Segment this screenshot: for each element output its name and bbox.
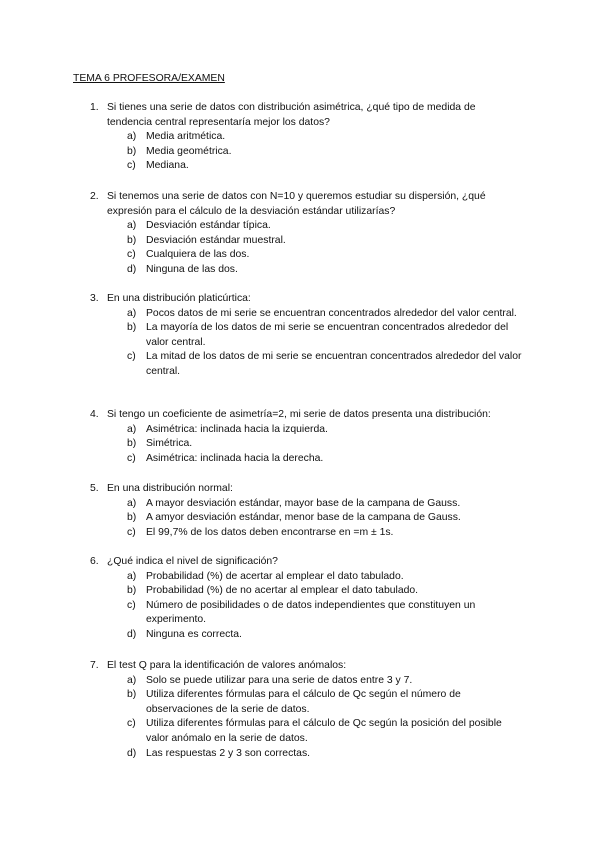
option-text: Desviación estándar muestral. [146, 234, 286, 246]
option-item [90, 423, 522, 438]
option-text: Cualquiera de las dos. [146, 249, 250, 261]
option-list [90, 674, 522, 762]
question-2 [90, 190, 522, 278]
option-letter: b) [127, 322, 137, 334]
option-item [90, 511, 522, 526]
question-number: 3. [90, 293, 99, 304]
option-text: Probabilidad (%) de acertar al emplear el dato tabulado. [146, 570, 404, 582]
option-text: La mitad de los datos de mi serie se encuentran concentrados alrededor del valor central. [146, 351, 522, 377]
option-letter: c) [127, 249, 136, 261]
option-list [90, 219, 522, 277]
option-item [90, 747, 522, 762]
option-text: A amyor desviación estándar, menor base de la campana de Gauss. [146, 512, 461, 524]
option-list [90, 570, 522, 643]
option-item [90, 437, 522, 452]
question-number: 4. [90, 409, 99, 420]
option-list [90, 497, 522, 541]
option-text: A mayor desviación estándar, mayor base de la campana de Gauss. [146, 497, 461, 509]
option-text: El 99,7% de los datos deben encontrarse en =m ± 1s. [146, 526, 394, 538]
option-text: Ninguna es correcta. [146, 628, 242, 640]
option-item [90, 248, 522, 263]
option-letter: b) [127, 512, 137, 524]
option-letter: c) [127, 452, 136, 464]
question-5 [90, 482, 522, 540]
option-list [90, 423, 522, 467]
option-letter: a) [127, 497, 137, 509]
option-letter: c) [127, 160, 136, 172]
option-letter: c) [127, 599, 136, 611]
option-item [90, 130, 522, 145]
option-list [90, 130, 522, 174]
option-text: Desviación estándar típica. [146, 220, 271, 232]
option-letter: a) [127, 674, 137, 686]
option-item [90, 584, 522, 599]
option-letter: d) [127, 263, 137, 275]
option-item [90, 350, 522, 379]
option-text: Ninguna de las dos. [146, 263, 238, 275]
option-text: Solo se puede utilizar para una serie de datos entre 3 y 7. [146, 674, 413, 686]
option-item [90, 717, 522, 746]
question-6 [90, 555, 522, 643]
option-item [90, 219, 522, 234]
option-letter: b) [127, 585, 137, 597]
question-text: Si tengo un coeficiente de asimetría=2, mi serie de datos presenta una distribución: [107, 409, 491, 420]
option-letter: b) [127, 438, 137, 450]
question-number: 1. [90, 102, 99, 113]
question-text: El test Q para la identificación de valores anómalos: [107, 660, 347, 671]
option-item [90, 263, 522, 278]
option-letter: d) [127, 628, 137, 640]
question-1 [90, 101, 522, 174]
option-text: Las respuestas 2 y 3 son correctas. [146, 747, 311, 759]
option-text: Asimétrica: inclinada hacia la izquierda. [146, 423, 328, 435]
option-text: Número de posibilidades o de datos independientes que constituyen un experimento. [146, 599, 476, 626]
question-text: Si tenemos una serie de datos con N=10 y queremos estudiar su dispersión, ¿qué expresión para el cálculo de la desviación estándar utilizarías? [107, 191, 486, 217]
question-number: 6. [90, 556, 99, 567]
question-text: Si tienes una serie de datos con distribución asimétrica, ¿qué tipo de medida de tendencia central representaría mejor los datos? [107, 102, 476, 128]
question-number: 5. [90, 483, 99, 494]
option-item [90, 234, 522, 249]
question-text: En una distribución platicúrtica: [107, 293, 251, 304]
option-item [90, 497, 522, 512]
option-text: Simétrica. [146, 438, 193, 450]
option-list [90, 307, 522, 380]
option-text: Utiliza diferentes fórmulas para el cálculo de Qc según el número de observaciones de la serie de datos. [146, 689, 461, 715]
question-number: 7. [90, 660, 99, 671]
option-letter: b) [127, 145, 137, 157]
question-text: ¿Qué indica el nivel de significación? [107, 556, 278, 567]
document-title: TEMA 6 PROFESORA/EXAMEN [73, 73, 225, 84]
question-7 [90, 659, 522, 761]
option-item [90, 688, 522, 717]
question-number: 2. [90, 191, 99, 202]
option-letter: b) [127, 689, 137, 701]
option-item [90, 307, 522, 322]
option-letter: c) [127, 351, 136, 363]
option-item [90, 452, 522, 467]
option-letter: a) [127, 570, 137, 582]
option-item [90, 526, 522, 541]
question-4 [90, 408, 522, 466]
option-letter: c) [127, 718, 136, 730]
option-item [90, 674, 522, 689]
question-text: En una distribución normal: [107, 483, 233, 494]
option-letter: c) [127, 526, 136, 538]
option-text: Media geométrica. [146, 145, 232, 157]
option-item [90, 321, 522, 350]
option-text: Probabilidad (%) de no acertar al emplear el dato tabulado. [146, 585, 419, 597]
option-text: Utiliza diferentes fórmulas para el cálculo de Qc según la posición del posible valor anómalo en la serie de datos. [146, 718, 502, 744]
option-item [90, 628, 522, 643]
option-letter: d) [127, 747, 137, 759]
option-text: Pocos datos de mi serie se encuentran concentrados alrededor del valor central. [146, 307, 517, 319]
option-item [90, 145, 522, 160]
option-text: Mediana. [146, 160, 189, 172]
option-letter: b) [127, 234, 137, 246]
option-item [90, 570, 522, 585]
option-item [90, 159, 522, 174]
option-letter: a) [127, 423, 137, 435]
question-3 [90, 292, 522, 380]
option-text: Asimétrica: inclinada hacia la derecha. [146, 452, 324, 464]
option-text: Media aritmética. [146, 131, 226, 143]
option-letter: a) [127, 131, 137, 143]
option-letter: a) [127, 220, 137, 232]
option-letter: a) [127, 307, 137, 319]
option-text: La mayoría de los datos de mi serie se encuentran concentrados alrededor del valor central. [146, 322, 509, 348]
option-item [90, 599, 522, 628]
